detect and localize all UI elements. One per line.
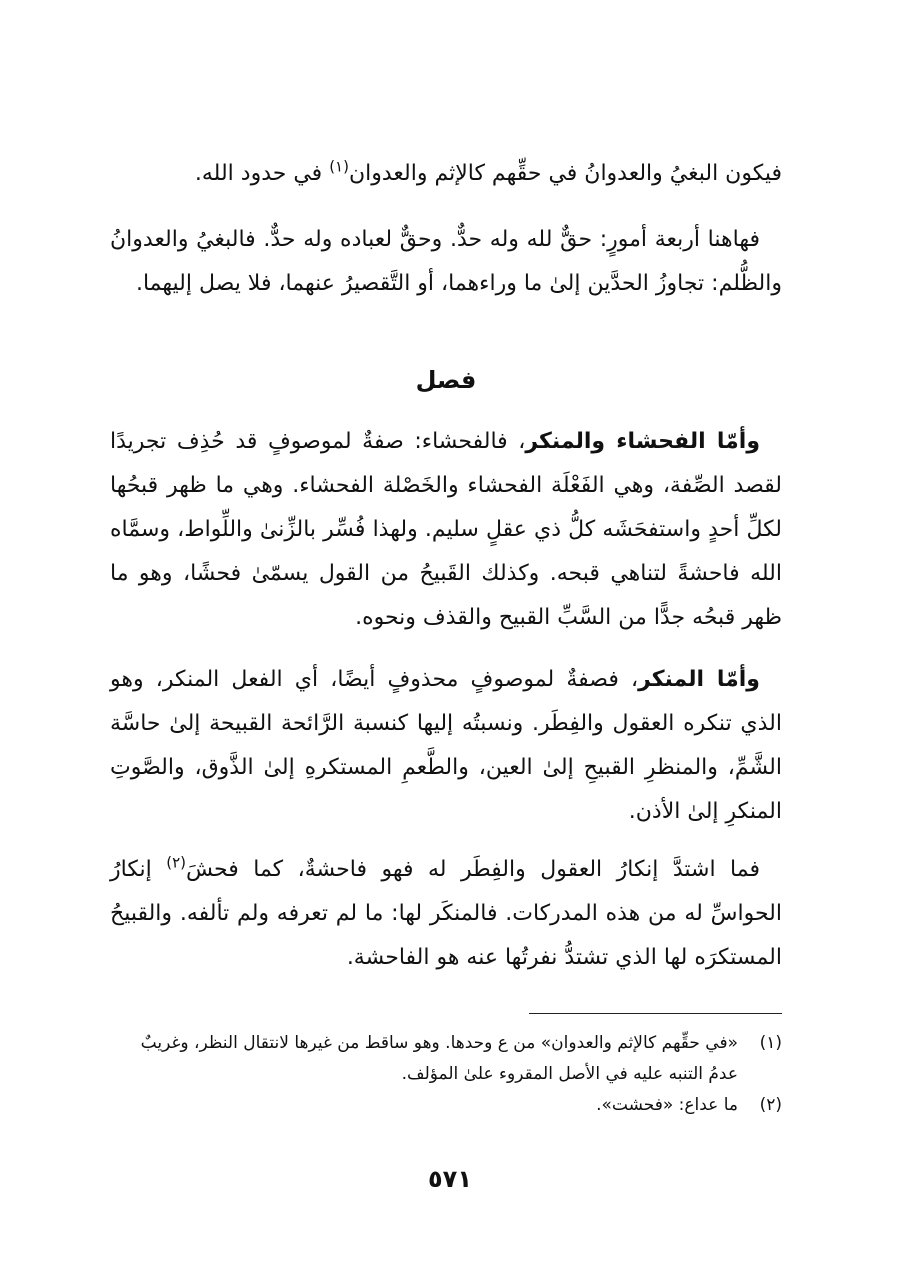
footnote-1-text: «في حقِّهم كالإثم والعدوان» من ع وحدها. وهو ساقط من غيرها لانتقال النظر، وغريبٌ عدمُ التنبه عليه في الأصل المقروء علىٰ المؤلف. [140,1033,738,1084]
paragraph-1-text-end: في حدود الله. [194,161,330,186]
paragraph-3-lead: وأمّا الفحشاء والمنكر [525,429,760,454]
paragraph-1-text: فيكون البغيُ والعدوانُ في حقِّهم كالإثم والعدوان [348,161,782,186]
footnotes [110,1028,782,1121]
paragraph-5 [110,848,782,980]
paragraph-3 [110,420,782,640]
paragraph-4-text: ، فصفةٌ لموصوفٍ محذوفٍ أيضًا، أي الفعل المنكر، وهو الذي تنكره العقول والفِطَر. ونسبتُه إليها كنسبة الرَّائحة القبيحة إلىٰ حاسَّة الشَّمِّ، والمنظرِ القبيحِ إلىٰ العين، والطَّعمِ المستكرهِ إلىٰ الذَّوق، والصَّوتِ المنكرِ إلىٰ الأذن. [110,667,782,824]
footnote-2-text: ما عداع: «فحشت». [596,1095,738,1115]
footnote-ref-1[interactable]: (١) [329,157,349,176]
paragraph-4-lead: وأمّا المنكر [638,667,760,692]
page-number: ٥٧١ [428,1165,472,1193]
footnote-1 [110,1028,782,1090]
paragraph-5-text-end: إنكارُ الحواسِّ له من هذه المدركات. فالمنكَر لها: ما لم تعرفه ولم تألفه. والقبيحُ المستكرَه لها الذي تشتدُّ نفرتُها عنه هو الفاحشة. [110,857,782,970]
paragraph-1 [110,152,782,196]
paragraph-5-text: فما اشتدَّ إنكارُ العقول والفِطَر له فهو فاحشةٌ، كما فحشَ [186,857,760,882]
footnote-2-number: (٢) [759,1095,782,1115]
footnote-ref-2[interactable]: (٢) [166,853,186,872]
paragraph-4 [110,658,782,834]
footnote-2 [110,1090,782,1121]
section-heading: فصل [415,366,477,394]
footnote-1-number: (١) [759,1033,782,1053]
footnote-divider [529,1013,782,1014]
paragraph-2 [110,218,782,306]
paragraph-2-text: فهاهنا أربعة أمورٍ: حقٌّ لله وله حدٌّ. وحقٌّ لعباده وله حدٌّ. فالبغيُ والعدوانُ والظُّلم: تجاوزُ الحدَّين إلىٰ ما وراءهما، أو التَّقصيرُ عنهما، فلا يصل إليهما. [110,227,782,296]
paragraph-3-text: ، فالفحشاء: صفةٌ لموصوفٍ قد حُذِف تجريدًا لقصد الصِّفة، وهي الفَعْلَة الفحشاء والخَصْلة الفحشاء. وهي ما ظهر قبحُها لكلِّ أحدٍ واستفحَشَه كلُّ ذي عقلٍ سليم. ولهذا فُسِّر بالزِّنىٰ واللِّواط، وسمَّاه الله فاحشةً لتناهي قبحه. وكذلك القَبيحُ من القول يسمّىٰ فحشًا، وهو ما ظهر قبحُه جدًّا من السَّبِّ القبيح والقذف ونحوه. [110,429,782,630]
